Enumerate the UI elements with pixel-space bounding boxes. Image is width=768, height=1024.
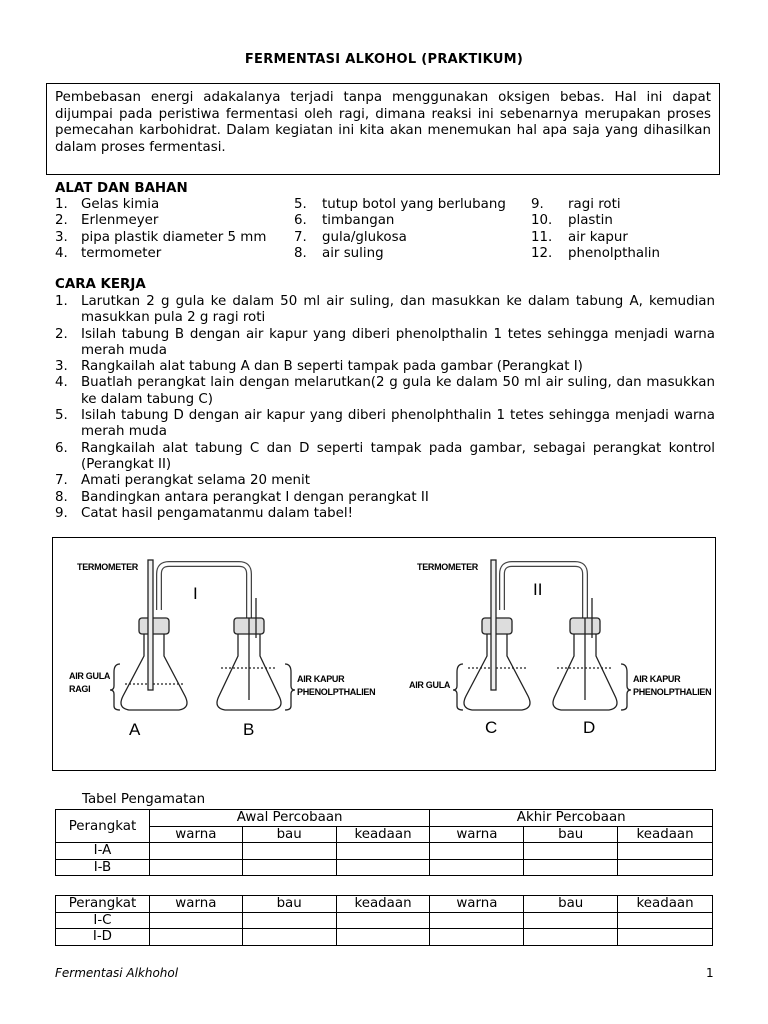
cell[interactable] bbox=[242, 929, 336, 946]
cell[interactable] bbox=[336, 929, 430, 946]
col-header: bau bbox=[524, 896, 618, 913]
col-header: keadaan bbox=[618, 896, 713, 913]
label-flask-c: C bbox=[485, 718, 498, 737]
tube-2 bbox=[502, 564, 585, 618]
col-header: keadaan bbox=[336, 826, 430, 843]
alat-heading: ALAT DAN BAHAN bbox=[55, 181, 188, 196]
footer-title: Fermentasi Alkhohol bbox=[55, 966, 179, 980]
col-header: bau bbox=[242, 896, 336, 913]
alat-item: 5. tutup botol yang berlubang bbox=[294, 197, 506, 212]
label-roman-2: II bbox=[533, 580, 543, 599]
cell[interactable] bbox=[242, 859, 336, 876]
stopper-a bbox=[139, 618, 169, 634]
col-header: bau bbox=[242, 826, 336, 843]
step-item: 7. Amati perangkat selama 20 menit bbox=[55, 473, 310, 489]
alat-column-3 bbox=[531, 197, 660, 262]
step-item: 4. Buatlah perangkat lain dengan melarutkan(2 g gula ke dalam 50 ml air suling, dan masukkan ke dalam tabung C) bbox=[55, 375, 715, 407]
alat-item: 2. Erlenmeyer bbox=[55, 213, 159, 229]
label-flask-d: D bbox=[583, 718, 596, 737]
label-termometer-1: TERMOMETER bbox=[77, 562, 138, 572]
alat-item: 9. ragi roti bbox=[531, 197, 621, 212]
cell[interactable] bbox=[149, 859, 242, 876]
steps-list bbox=[55, 294, 715, 522]
label-air-kapur-2b: PHENOLPTHALIEN bbox=[633, 687, 712, 697]
label-termometer-2: TERMOMETER bbox=[417, 562, 478, 572]
header-akhir: Akhir Percobaan bbox=[430, 810, 713, 827]
header-perangkat: Perangkat bbox=[56, 896, 150, 913]
observation-table-1 bbox=[55, 809, 713, 876]
brace-b bbox=[285, 664, 295, 710]
cell[interactable] bbox=[524, 859, 618, 876]
flask-c bbox=[464, 632, 530, 710]
flask-a bbox=[121, 632, 187, 710]
step-item: 8. Bandingkan antara perangkat I dengan perangkat II bbox=[55, 489, 429, 505]
step-item: 3. Rangkailah alat tabung A dan B seperti tampak pada gambar (Perangkat I) bbox=[55, 359, 583, 375]
table-row bbox=[56, 929, 713, 946]
label-flask-a: A bbox=[129, 720, 141, 739]
brace-c bbox=[453, 664, 463, 710]
table-row bbox=[56, 912, 713, 929]
step-item: 5. Isilah tabung D dengan air kapur yang diberi phenolphthalin 1 tetes sehingga menjadi warna merah muda bbox=[55, 408, 715, 440]
intro-box: Pembebasan energi adakalanya terjadi tanpa menggunakan oksigen bebas. Hal ini dapat dijumpai pada peristiwa fermentasi oleh ragi, dimana reaksi ini sebenarnya merupakan proses pemecahan karbohidrat. Dalam kegiatan ini kita akan menemukan hal apa saja yang dihasilkan dalam proses fermentasi. bbox=[46, 83, 720, 175]
col-header: warna bbox=[149, 826, 242, 843]
cell[interactable] bbox=[430, 929, 524, 946]
header-awal: Awal Percobaan bbox=[149, 810, 430, 827]
row-label: I-A bbox=[56, 843, 150, 860]
alat-item: 11. air kapur bbox=[531, 229, 628, 245]
cell[interactable] bbox=[524, 843, 618, 860]
row-label: I-C bbox=[56, 912, 150, 929]
page-title: FERMENTASI ALKOHOL (PRAKTIKUM) bbox=[244, 52, 524, 67]
label-roman-1: I bbox=[193, 584, 198, 603]
alat-item: 10. plastin bbox=[531, 213, 613, 229]
step-item: 6. Rangkailah alat tabung C dan D seperti tampak pada gambar, sebagai perangkat kontrol (Perangkat II) bbox=[55, 440, 715, 472]
thermometer-a bbox=[148, 560, 153, 690]
thermometer-c bbox=[491, 560, 496, 690]
cara-heading: CARA KERJA bbox=[55, 277, 146, 292]
cell[interactable] bbox=[618, 929, 713, 946]
cell[interactable] bbox=[618, 912, 713, 929]
cell[interactable] bbox=[149, 843, 242, 860]
label-air-kapur-1a: AIR KAPUR bbox=[297, 674, 345, 684]
col-header: warna bbox=[430, 826, 524, 843]
col-header: keadaan bbox=[618, 826, 713, 843]
alat-item: 12. phenolpthalin bbox=[531, 245, 660, 261]
step-item: 2. Isilah tabung B dengan air kapur yang diberi phenolpthalin 1 tetes sehingga menjadi warna merah muda bbox=[55, 326, 715, 358]
cell[interactable] bbox=[149, 912, 242, 929]
table-caption: Tabel Pengamatan bbox=[82, 792, 206, 807]
alat-item: 7. gula/glukosa bbox=[294, 229, 407, 245]
page-number: 1 bbox=[706, 966, 714, 980]
observation-table-2 bbox=[55, 895, 713, 946]
step-item: 1. Larutkan 2 g gula ke dalam 50 ml air suling, dan masukkan ke dalam tabung A, kemudian masukkan pula 2 g ragi roti bbox=[55, 294, 715, 326]
alat-item: 3. pipa plastik diameter 5 mm bbox=[55, 229, 267, 245]
label-air-gula-ragi-1: AIR GULA bbox=[69, 671, 111, 681]
alat-item: 1. Gelas kimia bbox=[55, 197, 160, 212]
cell[interactable] bbox=[336, 912, 430, 929]
stopper-c bbox=[482, 618, 512, 634]
alat-item: 4. termometer bbox=[55, 245, 162, 261]
col-header: warna bbox=[430, 896, 524, 913]
label-air-kapur-1b: PHENOLPTHALIEN bbox=[297, 687, 376, 697]
cell[interactable] bbox=[618, 843, 713, 860]
header-perangkat: Perangkat bbox=[56, 810, 150, 843]
label-air-gula-ragi-2: RAGI bbox=[69, 684, 91, 694]
cell[interactable] bbox=[524, 929, 618, 946]
alat-item: 8. air suling bbox=[294, 245, 384, 261]
col-header: warna bbox=[149, 896, 242, 913]
cell[interactable] bbox=[336, 843, 430, 860]
row-label: I-D bbox=[56, 929, 150, 946]
table-row bbox=[56, 843, 713, 860]
cell[interactable] bbox=[524, 912, 618, 929]
step-item: 9. Catat hasil pengamatanmu dalam tabel! bbox=[55, 505, 354, 521]
alat-item: 6. timbangan bbox=[294, 213, 395, 229]
label-air-gula: AIR GULA bbox=[409, 680, 451, 690]
cell[interactable] bbox=[430, 859, 524, 876]
col-header: bau bbox=[524, 826, 618, 843]
cell[interactable] bbox=[336, 859, 430, 876]
table-row bbox=[56, 859, 713, 876]
cell[interactable] bbox=[430, 843, 524, 860]
apparatus-figure bbox=[52, 537, 716, 771]
tube-1 bbox=[159, 564, 249, 618]
row-label: I-B bbox=[56, 859, 150, 876]
label-flask-b: B bbox=[243, 720, 255, 739]
cell[interactable] bbox=[242, 912, 336, 929]
apparatus-drawing bbox=[53, 538, 715, 770]
col-header: keadaan bbox=[336, 896, 430, 913]
cell[interactable] bbox=[618, 859, 713, 876]
cell[interactable] bbox=[149, 929, 242, 946]
cell[interactable] bbox=[430, 912, 524, 929]
cell[interactable] bbox=[242, 843, 336, 860]
alat-column-2 bbox=[294, 197, 506, 262]
alat-column-1 bbox=[55, 197, 266, 262]
brace-d bbox=[621, 664, 631, 710]
brace-a bbox=[110, 664, 120, 710]
label-air-kapur-2a: AIR KAPUR bbox=[633, 674, 681, 684]
